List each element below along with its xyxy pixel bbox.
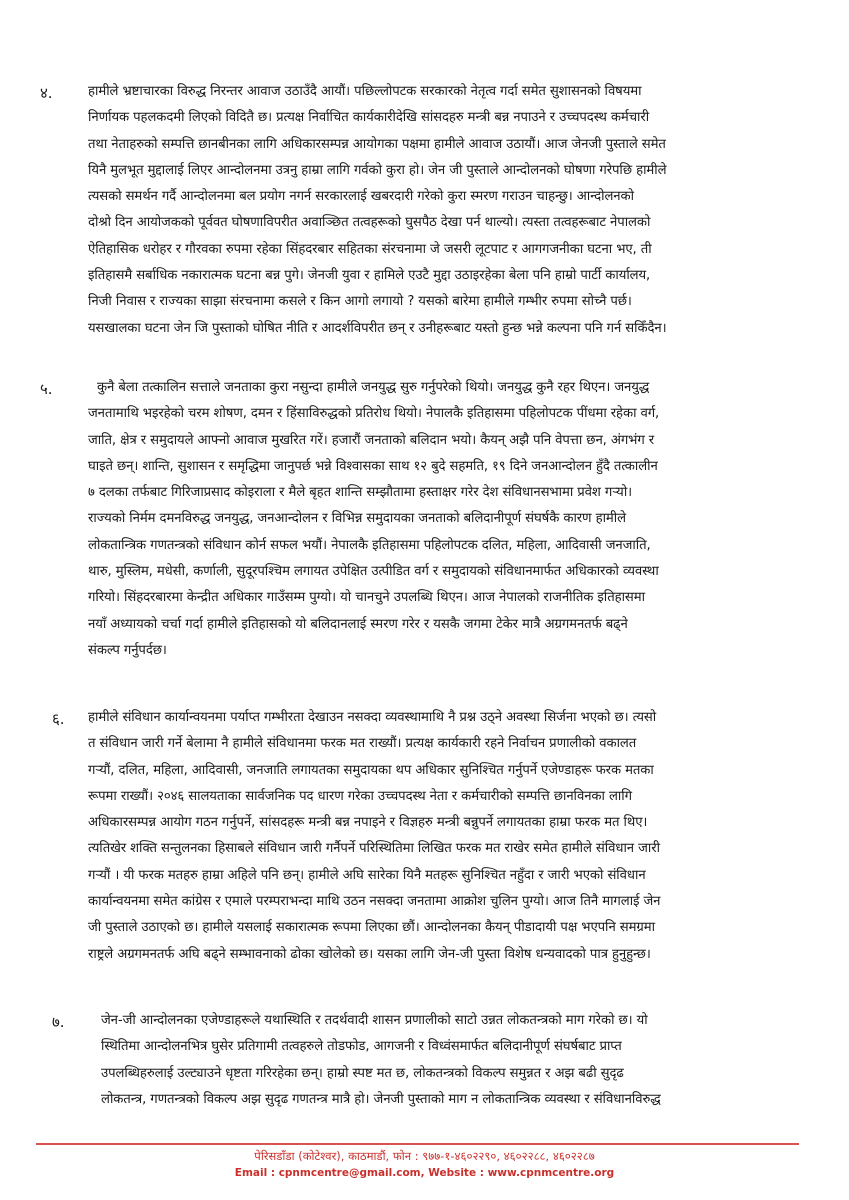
text-line: ऐतिहासिक धरोहर र गौरवका रुपमा रहेका सिंहदरबार सहितका संरचनामा जे जसरी लूटपाट र आगगजनीका घटना भए, ती [88, 241, 652, 257]
footer-contact: Email : cpnmcentre@gmail.com, Website : www.cpnmcentre.org [234, 1167, 615, 1179]
text-line: घाइते छन्। शान्ति, सुशासन र समृद्धिमा जानुपर्छ भन्ने विश्वासका साथ १२ बुदे सहमति, १९ दिने जनआन्दोलन हुँदै तत्कालीन [88, 458, 658, 474]
text-line: यसखालका घटना जेन जि पुस्ताको घोषित नीति र आदर्शविपरीत छन् र उनीहरूबाट यस्तो हुन्छ भन्ने कल्पना पनि गर्न सकिँदैन। [88, 320, 667, 336]
paragraph-number: ५. [40, 380, 53, 398]
text-line: राष्ट्रले अग्रगमनतर्फ अघि बढ्ने सम्भावनाको ढोका खोलेको छ। यसका लागि जेन-जी पुस्ता विशेष धन्यवादको पात्र हुनुहुन्छ। [88, 946, 651, 962]
text-line: जनतामाथि भइरहेको चरम शोषण, दमन र हिंसाविरुद्धको प्रतिरोध थियो। नेपालकै इतिहासमा पहिलोपटक पींधमा रहेका वर्ग, [88, 406, 660, 422]
text-line: इतिहासमै सर्बाधिक नकारात्मक घटना बन्न पुगे। जेनजी युवा र हामिले एउटै मुद्दा उठाइरहेका बेला पनि हाम्रो पार्टी कार्यालय, [88, 268, 651, 284]
text-line: निजी निवास र राज्यका साझा संरचनामा कसले र किन आगो लगायो ? यसको बारेमा हामीले गम्भीर रुपमा सोच्नै पर्छ। [88, 294, 632, 310]
text-line: तथा नेताहरुको सम्पत्ति छानबीनका लागि अधिकारसम्पन्न आयोगका पक्षमा हामीले आवाज उठायौं। आज जेनजी पुस्ताले समेत [88, 136, 666, 152]
text-line: निर्णायक पहलकदमी लिएको विदितै छ। प्रत्यक्ष निर्वाचित कार्यकारीदेखि सांसदहरु मन्त्री बन्न नपाउने र उच्चपदस्थ कर्मचारी [88, 110, 650, 126]
text-line: गरियो। सिंहदरबारमा केन्द्रीत अधिकार गाउँसम्म पुग्यो। यो चानचुने उपलब्धि थिएन। आज नेपालको राजनीतिक इतिहासमा [88, 590, 645, 606]
text-line: त्यसको समर्थन गर्दै आन्दोलनमा बल प्रयोग नगर्न सरकारलाई खबरदारी गरेको कुरा स्मरण गराउन चाहन्छु। आन्दोलनको [88, 189, 634, 205]
text-line: हामीले संविधान कार्यान्वयनमा पर्याप्त गम्भीरता देखाउन नसक्दा व्यवस्थामाथि नै प्रश्न उठ्ने अवस्था सिर्जना भएको छ। त्यसो [88, 710, 657, 725]
paragraph-number: ६. [52, 710, 65, 728]
text-line: त्यतिखेर शक्ति सन्तुलनका हिसाबले संविधान जारी गर्नैपर्ने परिस्थितिमा लिखित फरक मत राखेर समेत हामीले संविधान जारी [88, 841, 660, 857]
text-line: कुनै बेला तत्कालिन सत्ताले जनताका कुरा नसुन्दा हामीले जनयुद्ध सुरु गर्नुपरेको थियो। जनयुद्ध कुनै रहर थिएन। जनयुद्ध [97, 380, 650, 395]
text-line: लोकतन्त्र, गणतन्त्रको विकल्प अझ सुदृढ गणतन्त्र मात्रै हो। जेनजी पुस्ताको माग न लोकतान्त्रिक व्यवस्था र संविधानविरुद्ध [101, 1091, 661, 1107]
paragraph-body [101, 1008, 661, 1113]
text-line: जेन-जी आन्दोलनका एजेण्डाहरूले यथास्थिति र तदर्थवादी शासन प्रणालीको साटो उन्नत लोकतन्त्रको माग गरेको छ। यो [101, 1013, 648, 1028]
text-line: रूपमा राख्यौं। २०४६ सालयताका सार्वजनिक पद धारण गरेका उच्चपदस्थ नेता र कर्मचारीको सम्पत्ति छानविनका लागि [88, 788, 632, 804]
text-line: राज्यको निर्मम दमनविरुद्ध जनयुद्ध, जनआन्दोलन र विभिन्न समुदायका जनताको बलिदानीपूर्ण संघर्षकै कारण हामीले [88, 511, 626, 527]
text-line: दोश्रो दिन आयोजकको पूर्ववत घोषणाविपरीत अवाञ्छित तत्वहरूको घुसपैठ देखा पर्न थाल्यो। त्यस्ता तत्वहरूबाट नेपालको [88, 215, 651, 231]
text-line: कार्यान्वयनमा समेत कांग्रेस र एमाले परम्पराभन्दा माथि उठन नसक्दा जनतामा आक्रोश चुलिन पुग्यो। आज तिनै मागलाई जेन [88, 894, 661, 910]
text-line: नयाँ अध्यायको चर्चा गर्दा हामीले इतिहासको यो बलिदानलाई स्मरण गरेर र यसकै जगमा टेकेर मात्रै अग्रगमनतर्फ बढ्ने [88, 616, 628, 632]
text-line: स्थितिमा आन्दोलनभित्र घुसेर प्रतिगामी तत्वहरुले तोडफोड, आगजनी र विध्वंसमार्फत बलिदानीपूर्ण संघर्षबाट प्राप्त [101, 1039, 622, 1055]
text-line: जाति, क्षेत्र र समुदायले आफ्नो आवाज मुखरित गरें। हजारौं जनताको बलिदान भयो। कैयन् अझै पनि वेपत्ता छन, अंगभंग र [88, 432, 655, 448]
text-line: थारु, मुस्लिम, मधेसी, कर्णाली, सुदूरपश्चिम लगायत उपेक्षित उत्पीडित वर्ग र समुदायको संविधानमार्फत अधिकारको व्यवस्था [88, 564, 659, 580]
text-line: लोकतान्त्रिक गणतन्त्रको संविधान कोर्न सफल भयौं। नेपालकै इतिहासमा पहिलोपटक दलित, महिला, आदिवासी जनजाति, [88, 537, 651, 553]
paragraph-body [88, 79, 667, 342]
text-line: गर्‍यौं, दलित, महिला, आदिवासी, जनजाति लगायतका समुदायका थप अधिकार सुनिश्चित गर्नुपर्ने एजेण्डाहरू फरक मतका [88, 762, 654, 778]
paragraph-body [88, 705, 660, 968]
text-line: अधिकारसम्पन्न आयोग गठन गर्नुपर्ने, सांसदहरू मन्त्री बन्न नपाइने र विज्ञहरु मन्त्री बन्नुपर्ने लगायतका हाम्रा फरक मत थिए। [88, 815, 648, 831]
text-line: संकल्प गर्नुपर्दछ। [88, 642, 167, 658]
text-line: जी पुस्ताले उठाएको छ। हामीले यसलाई सकारात्मक रूपमा लिएका छौं। आन्दोलनका कैयन् पीडादायी पक्ष भएपनि समग्रमा [88, 920, 655, 936]
text-line: गर्‍यौं । यी फरक मतहरु हाम्रा अहिले पनि छन्। हामीले अघि सारेका यिनै मतहरू सुनिश्चित नहुँदा र जारी भएको संविधान [88, 867, 646, 883]
footer-divider [36, 1143, 799, 1145]
text-line: ७ दलका तर्फबाट गिरिजाप्रसाद कोइराला र मैले बृहत शान्ति सम्झौतामा हस्ताक्षर गरेर देश संविधानसभामा प्रवेश गऱ्यो। [88, 485, 633, 501]
text-line: उपलब्धिहरुलाई उल्ट्याउने धृष्टता गरिरहेका छन्। हाम्रो स्पष्ट मत छ, लोकतन्त्रको विकल्प समुन्नत र अझ बढी सुदृढ [101, 1065, 624, 1081]
text-line: यिनै मुलभूत मुद्दालाई लिएर आन्दोलनमा उत्रनु हाम्रा लागि गर्वको कुरा हो। जेन जी पुस्ताले आन्दोलनको घोषणा गरेपछि हामीले [88, 162, 667, 178]
paragraph-number: ४. [40, 84, 53, 102]
paragraph-body [88, 375, 659, 664]
paragraph-number: ७. [52, 1013, 65, 1031]
footer-address: पेरिसडाँडा (कोटेश्वर), काठमाडौं, फोन : ९७७-१-४६०२२९०, ४६०२२८८, ४६०२२८७ [254, 1149, 595, 1163]
text-line: हामीले भ्रष्टाचारका विरुद्ध निरन्तर आवाज उठाउँदै आयौं। पछिल्लोपटक सरकारको नेतृत्व गर्दा समेत सुशासनको विषयमा [88, 84, 642, 99]
text-line: त संविधान जारी गर्ने बेलामा नै हामीले संविधानमा फरक मत राख्यौं। प्रत्यक्ष कार्यकारी रहने निर्वाचन प्रणालीको वकालत [88, 736, 637, 752]
